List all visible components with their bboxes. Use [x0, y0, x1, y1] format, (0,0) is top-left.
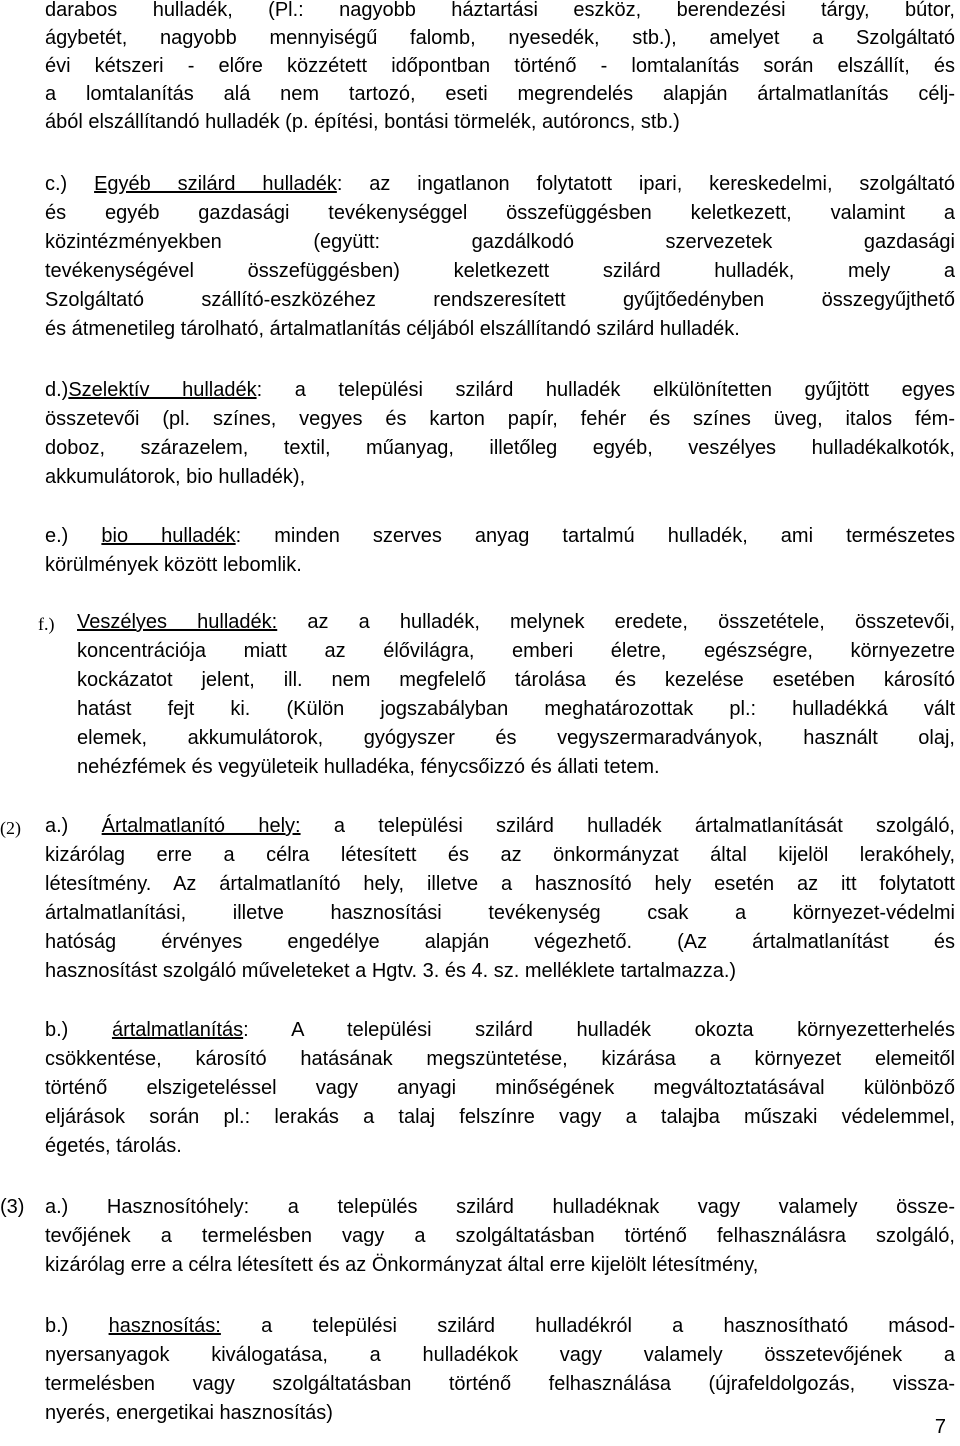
- defined-term: bio hulladék: [101, 525, 236, 547]
- item-marker: d.): [45, 379, 69, 401]
- text-line: doboz, szárazelem, textil, műanyag, illetőleg egyéb, veszélyes hulladékalkotók,: [45, 437, 955, 459]
- text-line: összetevői (pl. színes, vegyes és karton papír, fehér és színes üveg, italos fém-: [45, 408, 955, 430]
- item-marker: b.): [45, 1315, 69, 1337]
- defined-term: Veszélyes hulladék:: [77, 611, 278, 633]
- text-line: [45, 812, 955, 840]
- text-line: a lomtalanítás alá nem tartozó, eseti megrendelés alapján ártalmatlanítás célj-: [45, 83, 955, 105]
- text-line: [45, 1016, 955, 1044]
- item-marker: b.): [45, 1019, 69, 1041]
- text-line: csökkentése, károsító hatásának megszüntetése, kizárása a környezet elemeitől: [45, 1048, 955, 1070]
- text-run: a települési szilárd hulladék ártalmatlanítását szolgáló,: [300, 815, 955, 837]
- text-line: Szolgáltató szállító-eszközéhez rendszeresített gyűjtőedényben összegyűjthető: [45, 289, 955, 311]
- defined-term: Szelektív hulladék: [68, 379, 257, 401]
- text-line: termelésben vagy szolgáltatásban történő felhasználása (újrafeldolgozás, vissza-: [45, 1373, 955, 1395]
- defined-term: Egyéb szilárd hulladék: [94, 173, 337, 195]
- text-line: történő elszigeteléssel vagy anyagi minőségének megváltoztatásával különböző: [45, 1077, 955, 1099]
- item-marker: e.): [45, 525, 69, 547]
- text-line: tevőjének a termelésben vagy a szolgáltatásban történő felhasználásra szolgáló,: [45, 1225, 955, 1247]
- section-number: (3): [0, 1196, 25, 1218]
- text-line: kizárólag erre a célra létesített és az önkormányzat által kijelöl lerakóhely,: [45, 844, 955, 866]
- text-line: évi kétszeri - előre közzétett időpontban történő - lomtalanítás során elszállít, és: [45, 55, 955, 77]
- text-run: : A települési szilárd hulladék okozta környezetterhelés: [243, 1019, 955, 1041]
- text-line: [45, 376, 955, 404]
- item-marker: c.): [45, 173, 68, 195]
- text-line: hatóság érvényes engedélye alapján végezhető. (Az ártalmatlanítást és: [45, 931, 955, 953]
- text-line: ágybetét, nagyobb mennyiségű falomb, nyesedék, stb.), amelyet a Szolgáltató: [45, 27, 955, 49]
- text-line: körülmények között lebomlik.: [45, 554, 302, 576]
- text-line: akkumulátorok, bio hulladék),: [45, 466, 306, 488]
- text-line: égetés, tárolás.: [45, 1135, 182, 1157]
- text-line: nehézfémek és vegyületeik hulladéka, fénycsőizzó és állati tetem.: [77, 756, 660, 778]
- text-line: nyersanyagok kiválogatása, a hulladékok vagy valamely összetevőjének a: [45, 1344, 955, 1366]
- item-marker: a.): [45, 815, 69, 837]
- defined-term: hasznosítás:: [108, 1315, 221, 1337]
- section-number: (2): [0, 818, 21, 838]
- text-line: [45, 522, 955, 550]
- text-line: [45, 1312, 955, 1340]
- text-line: kockázatot jelent, ill. nem megfelelő tárolása és kezelése esetében károsító: [77, 669, 955, 691]
- text-line: koncentrációja miatt az élővilágra, emberi életre, egészségre, környezetre: [77, 640, 955, 662]
- text-run: : a települési szilárd hulladék elkülönítetten gyűjtött egyes: [256, 379, 955, 401]
- text-line: és egyéb gazdasági tevékenységgel összefüggésben keletkezett, valamint a: [45, 202, 955, 224]
- defined-term: Ártalmatlanító hely:: [101, 815, 301, 837]
- text-line: ártalmatlanítási, illetve hasznosítási tevékenység csak a környezet-védelmi: [45, 902, 955, 924]
- text-line: elemek, akkumulátorok, gyógyszer és vegyszermaradványok, használt olaj,: [77, 727, 955, 749]
- text-run: Hasznosítóhely: a település szilárd hulladéknak vagy valamely össze-: [106, 1196, 955, 1218]
- text-line: [45, 1193, 955, 1221]
- text-line: hasznosítást szolgáló műveleteket a Hgtv. 3. és 4. sz. melléklete tartalmazza.): [45, 960, 737, 982]
- text-line: [77, 608, 955, 636]
- text-line: és átmenetileg tárolható, ártalmatlanítás céljából elszállítandó szilárd hulladék.: [45, 318, 740, 340]
- text-line: nyerés, energetikai hasznosítás): [45, 1402, 333, 1424]
- text-line: [45, 170, 955, 198]
- text-line: tevékenységével összefüggésben) keletkezett szilárd hulladék, mely a: [45, 260, 955, 282]
- page-number: 7: [934, 1416, 946, 1438]
- item-marker: f.): [38, 614, 55, 634]
- text-line: közintézményekben (együtt: gazdálkodó szervezetek gazdasági: [45, 231, 955, 253]
- text-line: létesítmény. Az ártalmatlanító hely, illetve a hasznosító hely esetén az itt folytatott: [45, 873, 955, 895]
- defined-term: ártalmatlanítás: [111, 1019, 244, 1041]
- text-run: : minden szerves anyag tartalmú hulladék, ami természetes: [235, 525, 956, 547]
- text-line: kizárólag erre a célra létesített és az Önkormányzat által erre kijelölt létesítmény,: [45, 1254, 759, 1276]
- text-line: ából elszállítandó hulladék (p. építési, bontási törmelék, autóroncs, stb.): [45, 111, 680, 133]
- text-line: darabos hulladék, (Pl.: nagyobb háztartási eszköz, berendezési tárgy, bútor,: [45, 0, 955, 21]
- text-run: : az ingatlanon folytatott ipari, kereskedelmi, szolgáltató: [336, 173, 955, 195]
- item-marker: a.): [45, 1196, 69, 1218]
- text-line: hatást fejt ki. (Külön jogszabályban meghatározottak pl.: hulladékká vált: [77, 698, 955, 720]
- text-line: eljárások során pl.: lerakás a talaj felszínre vagy a talajba műszaki védelemmel,: [45, 1106, 955, 1128]
- text-run: az a hulladék, melynek eredete, összetétele, összetevői,: [277, 611, 955, 633]
- text-run: a települési szilárd hulladékról a hasznosítható másod-: [220, 1315, 955, 1337]
